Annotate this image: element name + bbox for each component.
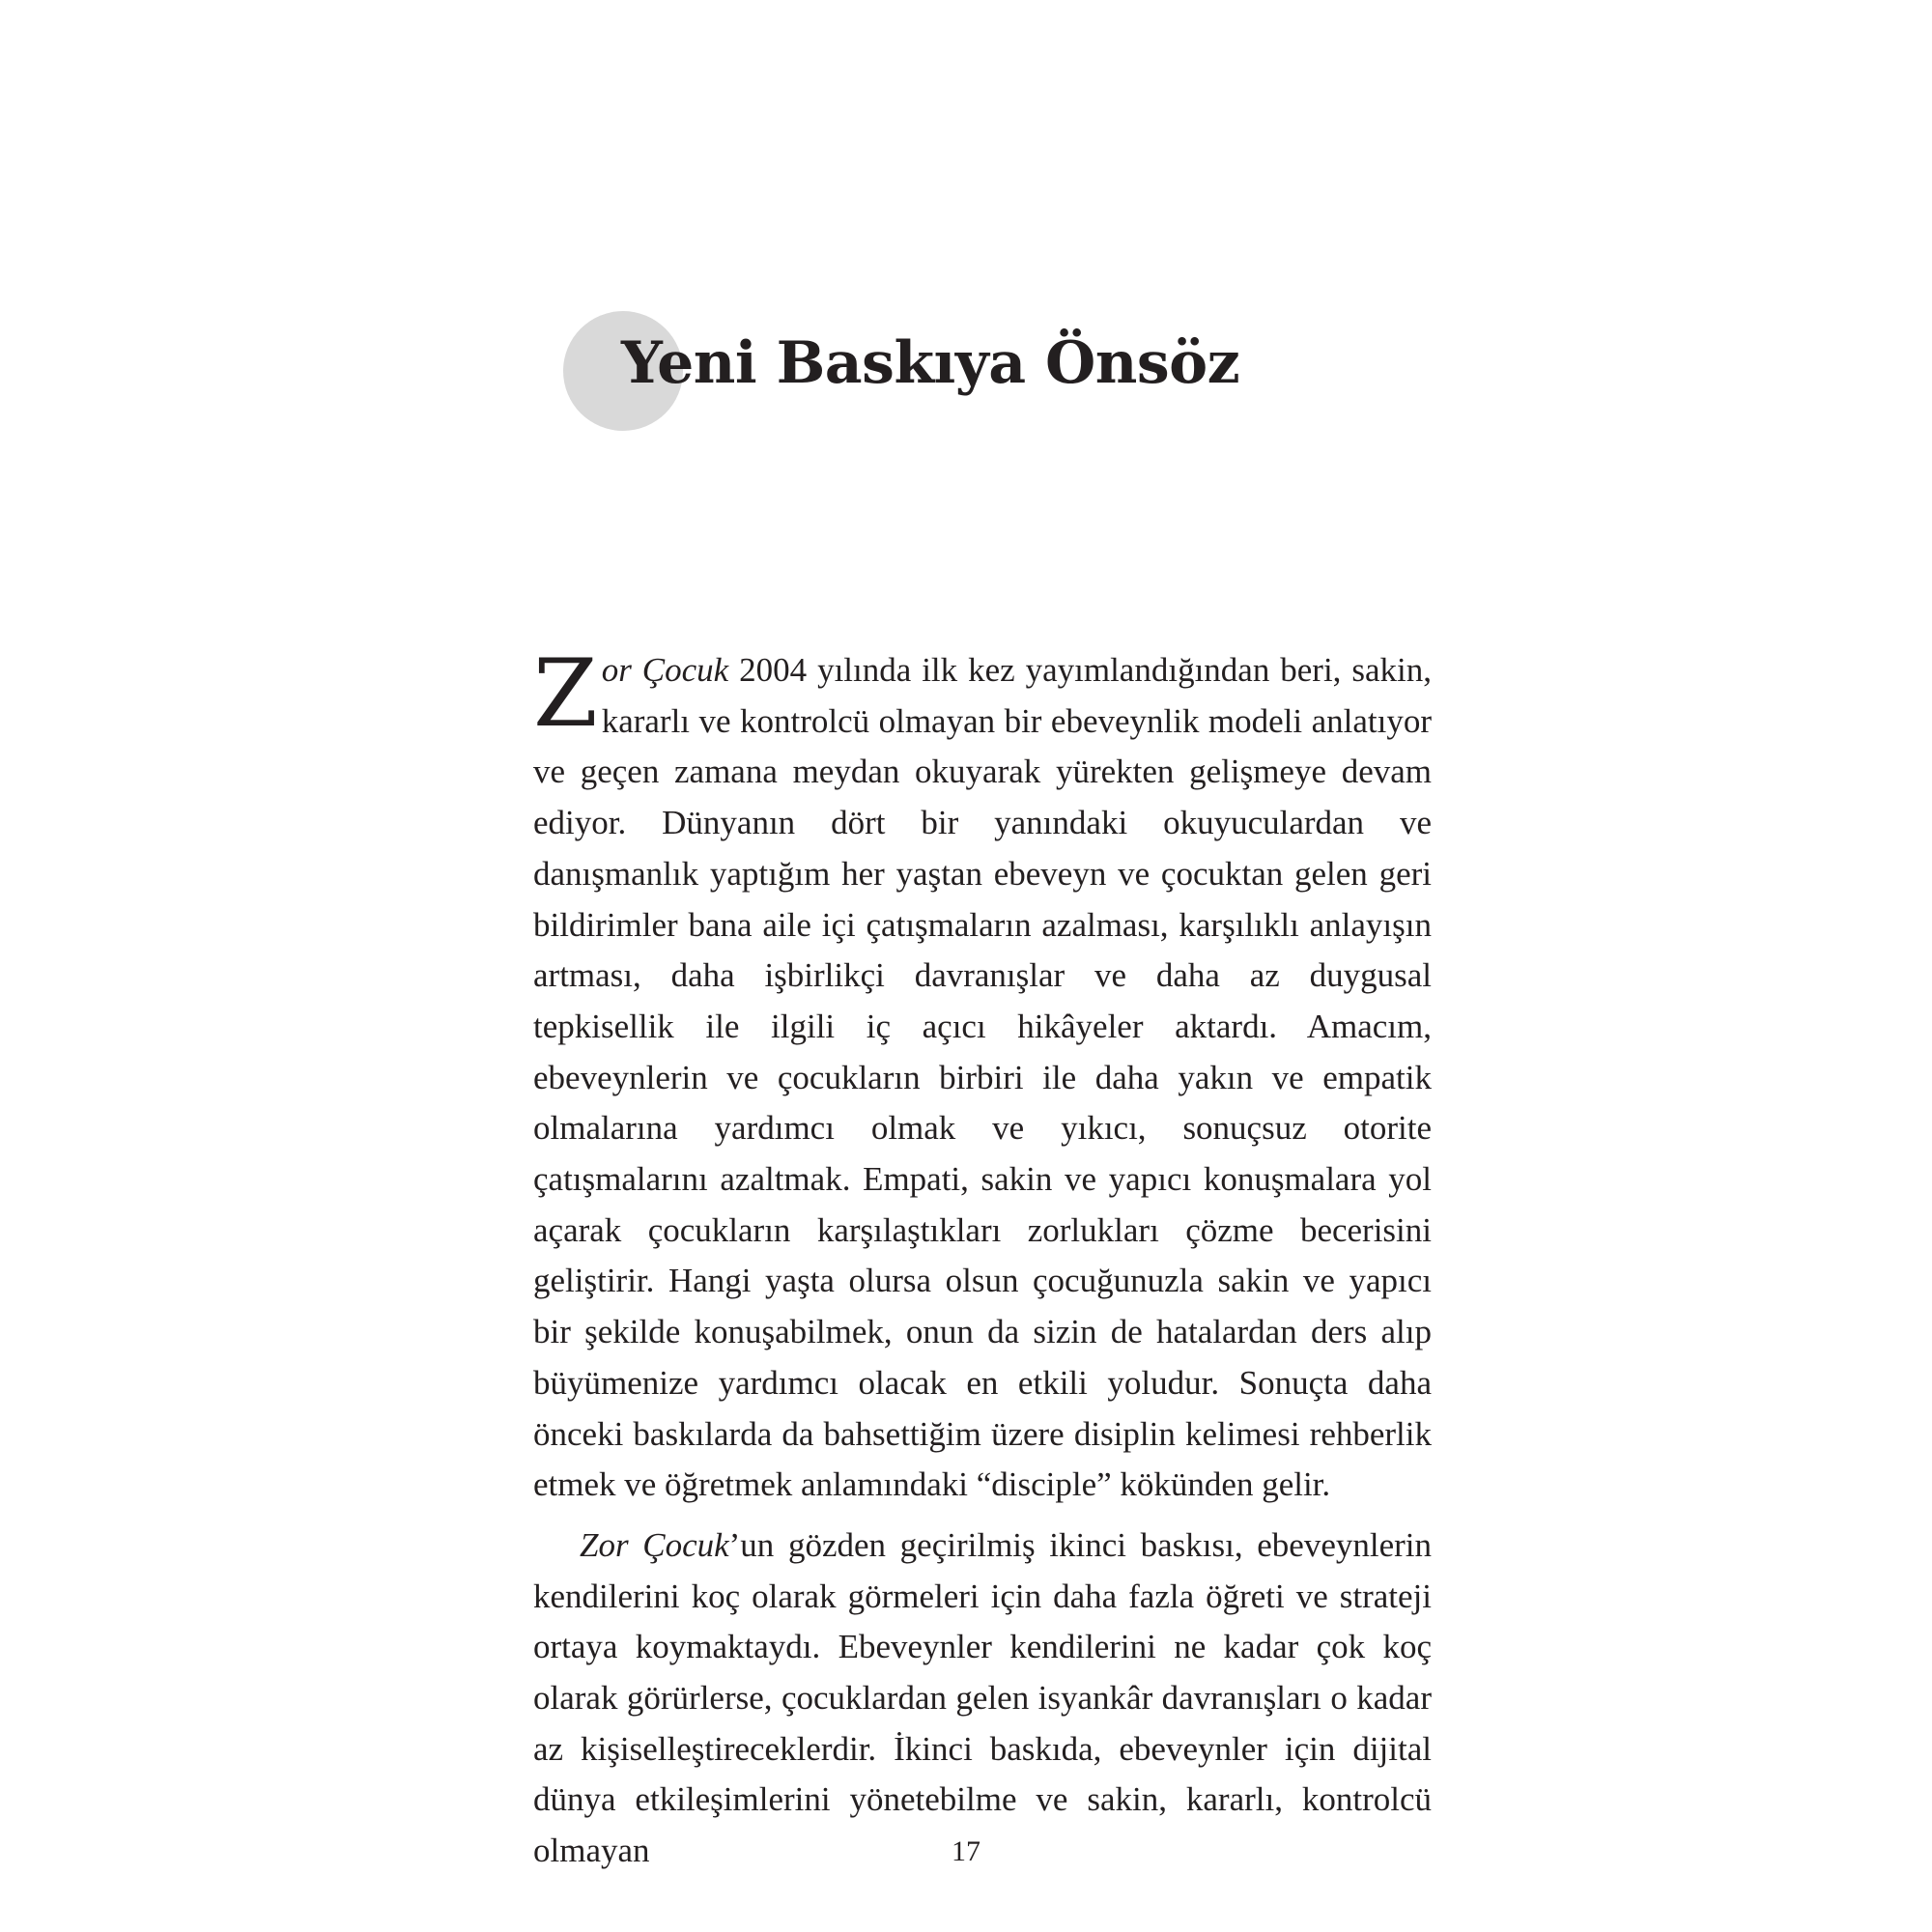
paragraph-1 [533,639,1432,1511]
drop-cap: Z [533,639,598,748]
paragraph-2-text: ’un gözden geçirilmiş ikinci baskısı, ebeveynlerin kendilerini koç olarak görmeleri için daha fazla öğreti ve strateji ortaya koymaktaydı. Ebeveynler kendilerini ne kadar çok koç olarak görürlerse, çocuklardan gelen isyankâr davranışları o kadar az kişiselleştireceklerdir. İkinci baskıda, ebeveynler için dijital dünya etkileşimlerini yönetebilme ve sakin, kararlı, kontrolcü olmayan [533,1525,1432,1870]
book-title-italic: or Çocuk [601,651,729,689]
paragraph-2 [533,1520,1432,1877]
paragraph-1-text: 2004 yılında ilk kez yayımlandığından beri, sakin, kararlı ve kontrolcü olmayan bir ebeveynlik modeli anlatıyor ve geçen zamana meydan okuyarak yürekten gelişmeye devam ediyor. Dünyanın dört bir yanındaki okuyuculardan ve danışmanlık yaptığım her yaştan ebeveyn ve çocuktan gelen geri bildirimler bana aile içi çatışmaların azalması, karşılıklı anlayışın artması, daha işbirlikçi davranışlar ve daha az duygusal tepkisellik ile ilgili iç açıcı hikâyeler aktardı. Amacım, ebeveynlerin ve çocukların birbiri ile daha yakın ve empatik olmalarına yardımcı olmak ve yıkıcı, sonuçsuz otorite çatışmalarını azaltmak. Empati, sakin ve yapıcı konuşmalara yol açarak çocukların karşılaştıkları zorlukları çözme becerisini geliştirir. Hangi yaşta olursa olsun çocuğunuzla sakin ve yapıcı bir şekilde konuşabilmek, onun da sizin de hatalardan ders alıp büyümenize yardımcı olacak en etkili yoludur. Sonuçta daha önceki baskılarda da bahsettiğim üzere disiplin kelimesi rehberlik etmek ve öğretmek anlamındaki “disciple” kökünden gelir. [533,651,1432,1504]
book-title-italic: Zor Çocuk [580,1525,729,1564]
page-number: 17 [952,1835,980,1867]
chapter-title: Yeni Baskıya Önsöz [621,329,1240,397]
body-text [533,639,1432,1877]
